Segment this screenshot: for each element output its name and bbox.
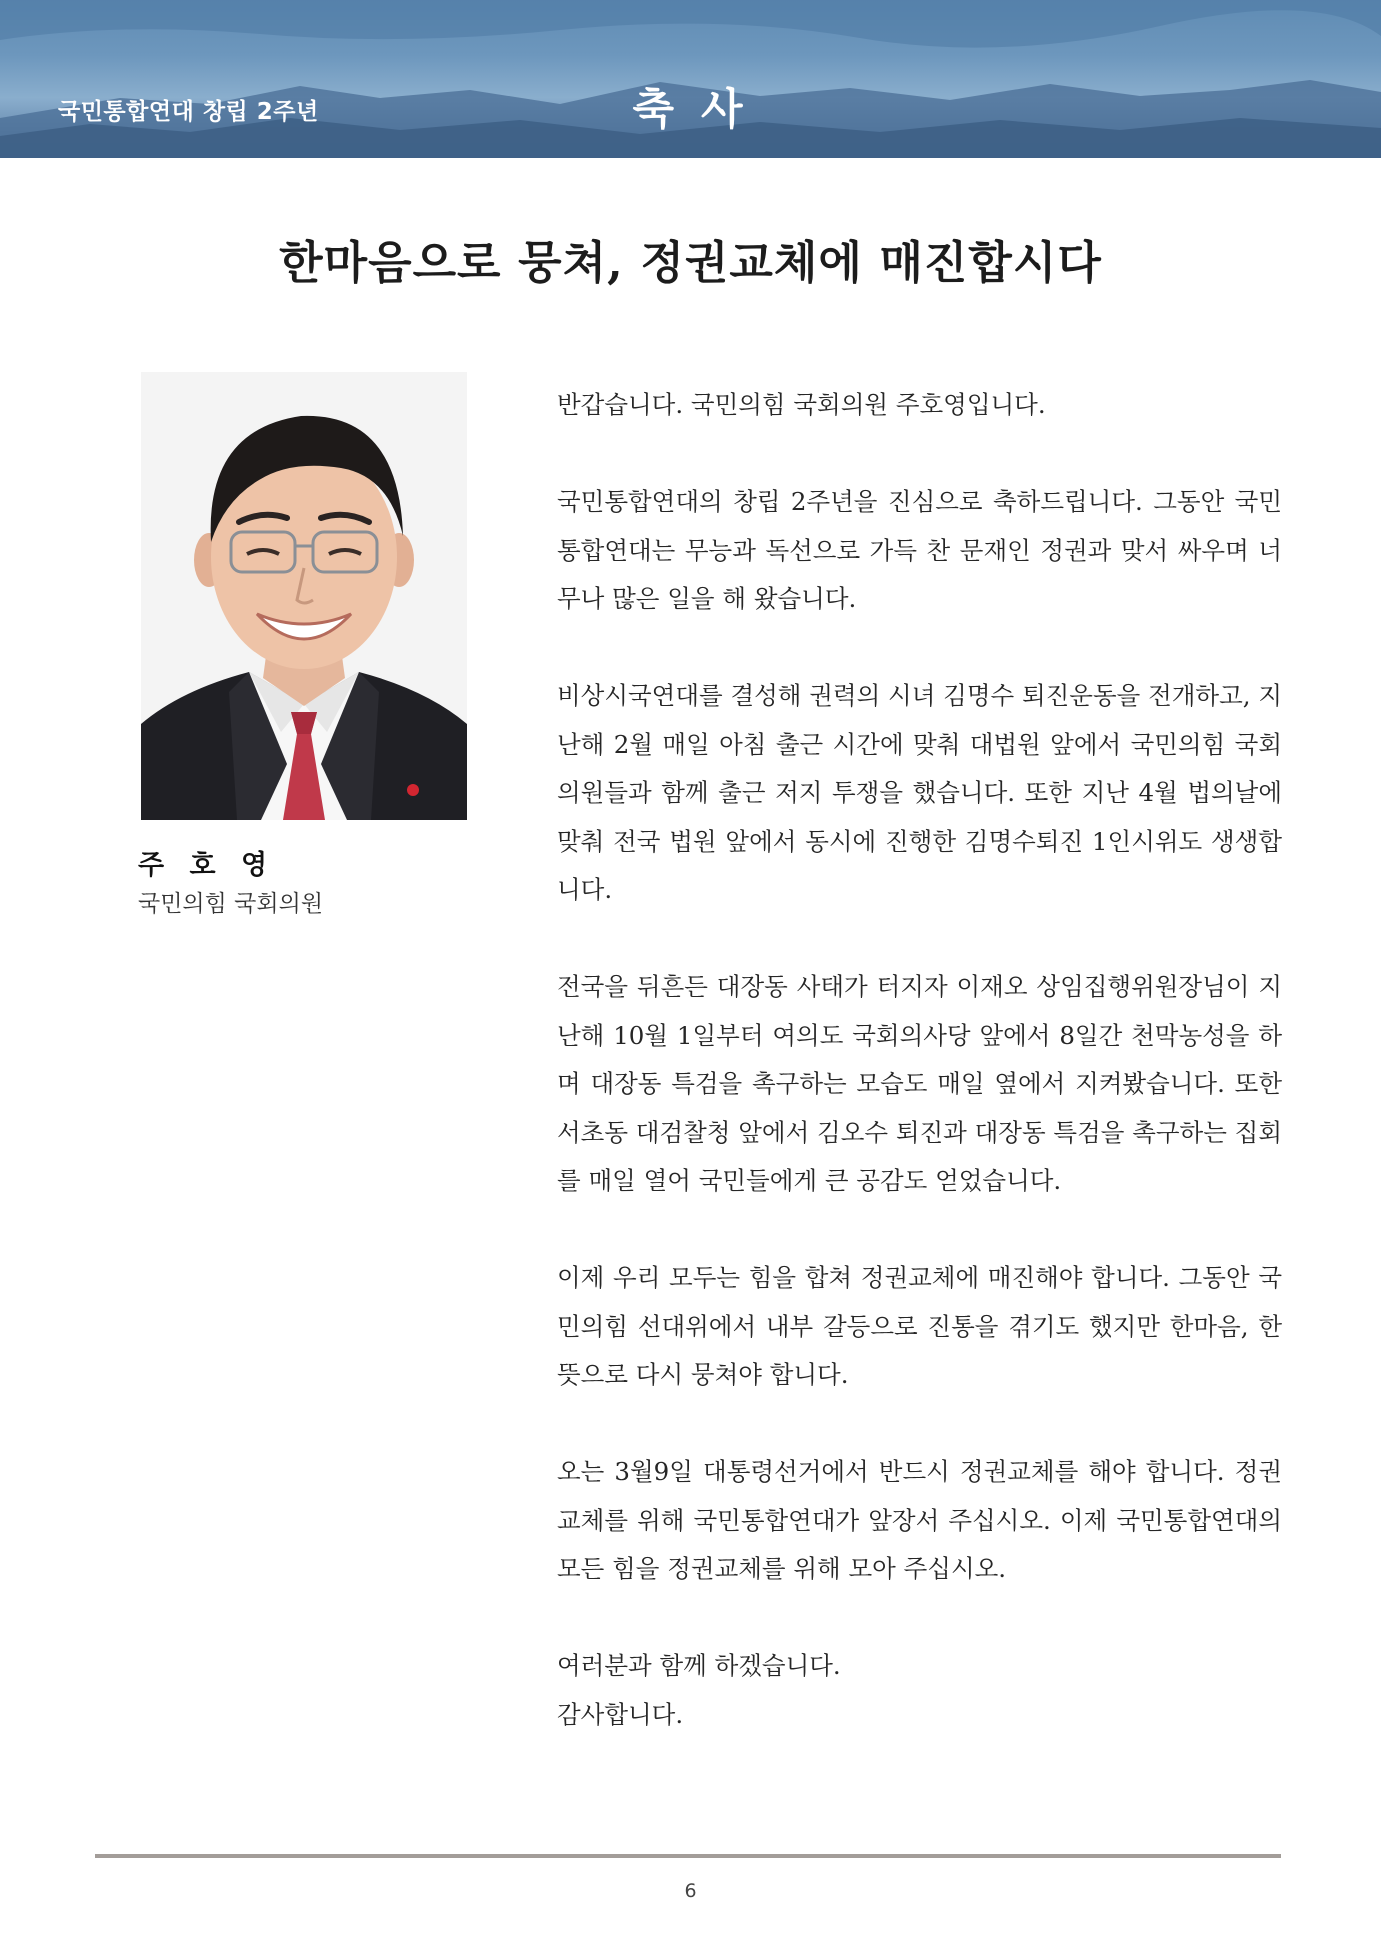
article-body [557,381,1282,1739]
author-name: 주 호 영 [138,850,276,881]
footer-divider [95,1854,1281,1858]
body-paragraph: 반갑습니다. 국민의힘 국회의원 주호영입니다. [557,390,1046,419]
body-paragraph: 국민통합연대의 창립 2주년을 진심으로 축하드립니다. 그동안 국민통합연대는 무능과 독선으로 가득 찬 문재인 정권과 맞서 싸우며 너무나 많은 일을 해 왔습니다. [557,487,1282,613]
body-paragraph: 전국을 뒤흔든 대장동 사태가 터지자 이재오 상임집행위원장님이 지난해 10월 1일부터 여의도 국회의사당 앞에서 8일간 천막농성을 하며 대장동 특검을 촉구하는 모습도 매일 옆에서 지켜봤습니다. 또한 서초동 대검찰청 앞에서 김오수 퇴진과 대장동 특검을 촉구하는 집회를 매일 열어 국민들에게 큰 공감도 얻었습니다. [557,972,1282,1195]
header-subtitle: 국민통합연대 창립 2주년 [58,99,319,125]
body-paragraph: 이제 우리 모두는 힘을 합쳐 정권교체에 매진해야 합니다. 그동안 국민의힘 선대위에서 내부 갈등으로 진통을 겪기도 했지만 한마음, 한뜻으로 다시 뭉쳐야 합니다. [557,1263,1282,1389]
header-banner [0,0,1381,158]
header-title: 축 사 [632,85,749,135]
author-role: 국민의힘 국회의원 [138,891,324,917]
body-paragraph: 비상시국연대를 결성해 권력의 시녀 김명수 퇴진운동을 전개하고, 지난해 2월 매일 아침 출근 시간에 맞춰 대법원 앞에서 국민의힘 국회의원들과 함께 출근 저지 투쟁을 했습니다. 또한 지난 4월 법의날에 맞춰 전국 법원 앞에서 동시에 진행한 김명수퇴진 1인시위도 생생합니다. [557,681,1282,904]
page-number: 6 [684,1880,697,1902]
body-paragraph: 오는 3월9일 대통령선거에서 반드시 정권교체를 해야 합니다. 정권교체를 위해 국민통합연대가 앞장서 주십시오. 이제 국민통합연대의 모든 힘을 정권교체를 위해 모아 주십시오. [557,1457,1282,1583]
portrait-illustration [141,372,467,820]
closing-line: 감사합니다. [557,1699,684,1729]
closing-line: 여러분과 함께 하겠습니다. [557,1651,841,1680]
article-headline: 한마음으로 뭉쳐, 정권교체에 매진합시다 [279,236,1102,289]
author-portrait [141,372,467,820]
